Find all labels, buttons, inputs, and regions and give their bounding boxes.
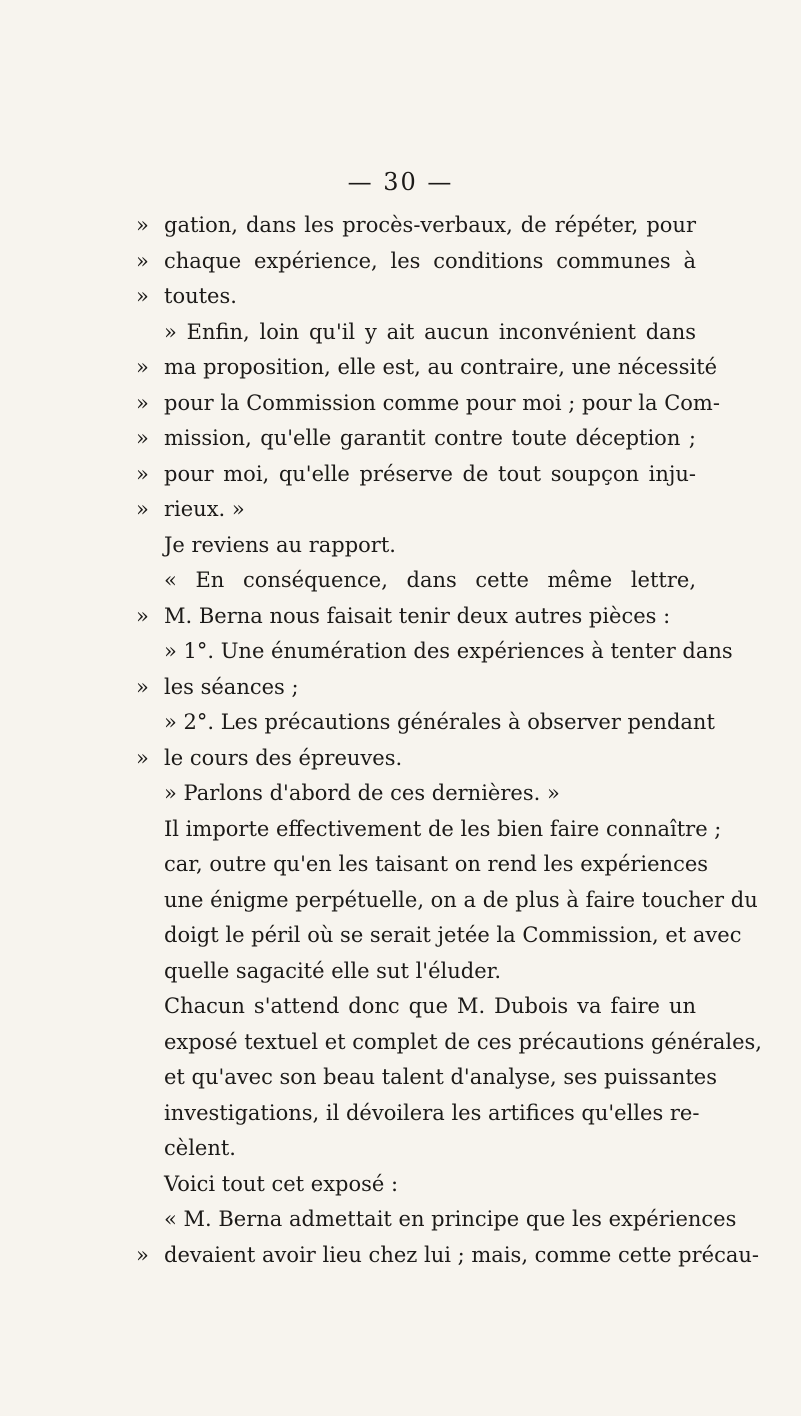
text-line bbox=[136, 528, 696, 564]
line-text: M. Berna nous faisait tenir deux autres pièces : bbox=[164, 603, 671, 628]
line-text: gation, dans les procès-verbaux, de répéter, pour bbox=[164, 213, 696, 237]
line-quote-mark: » bbox=[136, 284, 149, 308]
line-text: » Parlons d'abord de ces dernières. » bbox=[164, 781, 560, 805]
line-quote-mark: » bbox=[136, 1242, 149, 1267]
text-line bbox=[136, 279, 696, 315]
line-text: Chacun s'attend donc que M. Dubois va faire un bbox=[164, 994, 696, 1018]
line-quote-mark: » bbox=[136, 355, 149, 379]
line-text: une énigme perpétuelle, on a de plus à faire toucher du bbox=[164, 887, 758, 912]
line-text: mission, qu'elle garantit contre toute déception ; bbox=[164, 426, 696, 450]
line-text: investigations, il dévoilera les artifices qu'elles re- bbox=[164, 1100, 700, 1125]
text-line bbox=[136, 492, 696, 528]
text-line bbox=[136, 741, 696, 777]
line-text: pour la Commission comme pour moi ; pour la Com- bbox=[164, 390, 720, 415]
text-line bbox=[136, 563, 696, 599]
line-text: » 1°. Une énumération des expériences à tenter dans bbox=[164, 639, 733, 663]
line-text: « En conséquence, dans cette même lettre, bbox=[164, 568, 696, 592]
line-text: les séances ; bbox=[164, 674, 299, 699]
text-line bbox=[136, 705, 715, 741]
line-text: « M. Berna admettait en principe que les expériences bbox=[164, 1207, 737, 1231]
text-line bbox=[136, 1238, 759, 1274]
line-text: » 2°. Les précautions générales à observer pendant bbox=[164, 710, 715, 734]
text-line bbox=[136, 670, 696, 706]
text-line bbox=[136, 1025, 762, 1061]
text-line bbox=[136, 883, 758, 919]
text-line bbox=[136, 386, 720, 422]
body-text bbox=[136, 208, 762, 1273]
text-line bbox=[136, 1131, 696, 1167]
text-line bbox=[136, 989, 696, 1025]
line-text: et qu'avec son beau talent d'analyse, ses puissantes bbox=[164, 1065, 717, 1089]
line-quote-mark: » bbox=[136, 426, 149, 450]
text-line bbox=[136, 599, 696, 635]
text-line bbox=[136, 847, 709, 883]
line-text: exposé textuel et complet de ces précautions générales, bbox=[164, 1029, 762, 1054]
line-quote-mark: » bbox=[136, 390, 149, 415]
line-text: car, outre qu'en les taisant on rend les expériences bbox=[164, 852, 709, 876]
line-text: Je reviens au rapport. bbox=[164, 532, 396, 557]
line-quote-mark: » bbox=[136, 461, 149, 486]
page-number: — 30 — bbox=[347, 168, 454, 196]
text-line bbox=[136, 244, 696, 280]
line-quote-mark: » bbox=[136, 248, 149, 273]
text-line bbox=[136, 634, 733, 670]
line-text: toutes. bbox=[164, 284, 237, 308]
text-line bbox=[136, 1202, 737, 1238]
text-line bbox=[136, 918, 742, 954]
line-text: Voici tout cet exposé : bbox=[164, 1171, 399, 1196]
text-line bbox=[136, 421, 696, 457]
line-text: cèlent. bbox=[164, 1136, 236, 1160]
line-text: devaient avoir lieu chez lui ; mais, comme cette précau- bbox=[164, 1242, 759, 1267]
text-line bbox=[136, 457, 696, 493]
line-text: pour moi, qu'elle préserve de tout soupçon inju- bbox=[164, 461, 696, 486]
line-quote-mark: » bbox=[136, 745, 149, 770]
line-text: chaque expérience, les conditions communes à bbox=[164, 248, 696, 273]
text-line bbox=[136, 208, 696, 244]
line-text: rieux. » bbox=[164, 497, 245, 521]
text-line bbox=[136, 954, 696, 990]
line-text: Il importe effectivement de les bien faire connaître ; bbox=[164, 816, 722, 841]
line-quote-mark: » bbox=[136, 497, 149, 521]
line-quote-mark: » bbox=[136, 603, 149, 628]
text-line bbox=[136, 350, 718, 386]
text-line bbox=[136, 1167, 696, 1203]
line-text: le cours des épreuves. bbox=[164, 745, 403, 770]
line-quote-mark: » bbox=[136, 674, 149, 699]
line-text: ma proposition, elle est, au contraire, une nécessité bbox=[164, 355, 718, 379]
text-line bbox=[136, 812, 722, 848]
line-text: quelle sagacité elle sut l'éluder. bbox=[164, 958, 502, 983]
text-line bbox=[136, 1096, 700, 1132]
text-line bbox=[136, 776, 696, 812]
line-quote-mark: » bbox=[136, 213, 149, 237]
text-line bbox=[136, 315, 696, 351]
text-line bbox=[136, 1060, 717, 1096]
line-text: » Enfin, loin qu'il y ait aucun inconvénient dans bbox=[164, 319, 696, 344]
line-text: doigt le péril où se serait jetée la Commission, et avec bbox=[164, 923, 742, 947]
